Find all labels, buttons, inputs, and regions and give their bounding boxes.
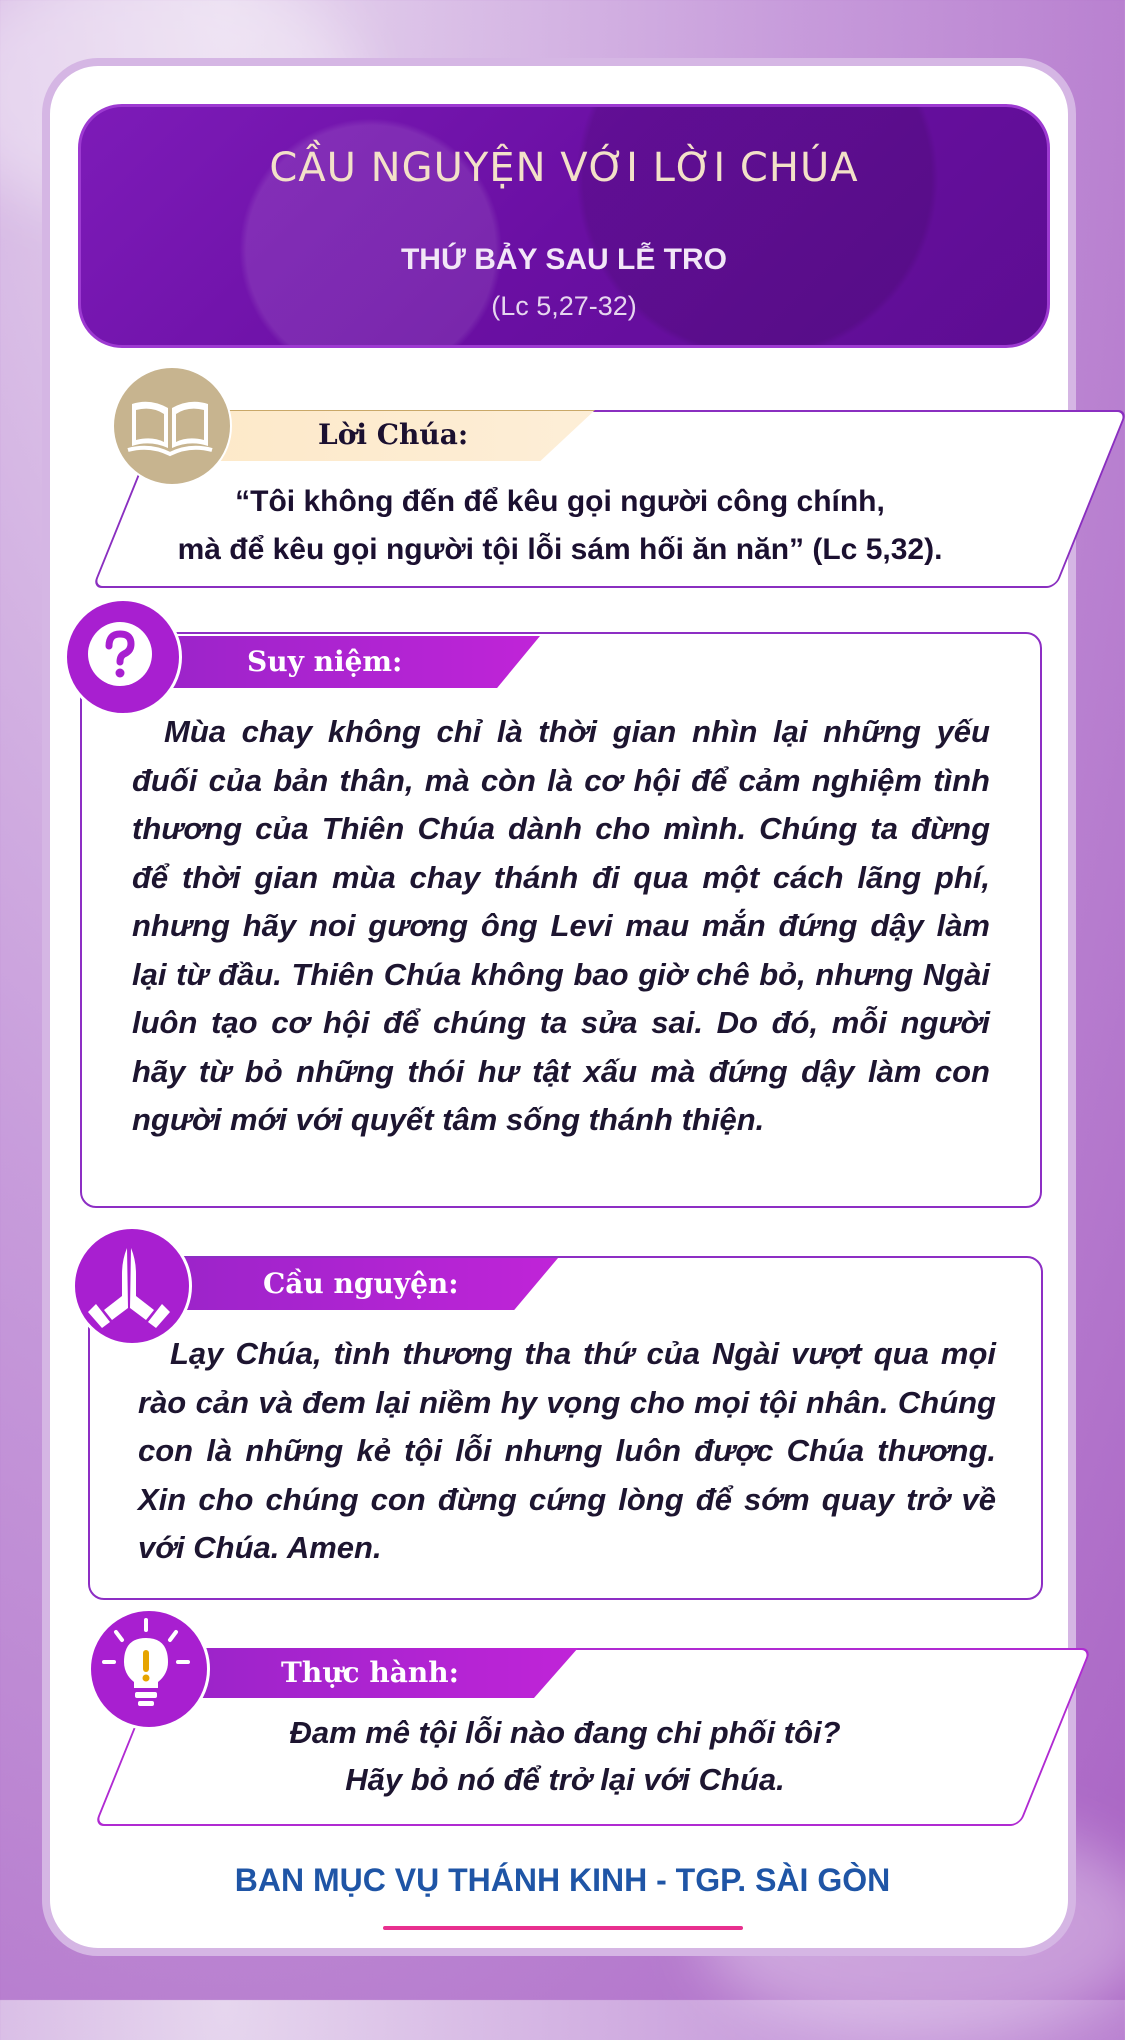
page-title: CẦU NGUYỆN VỚI LỜI CHÚA: [269, 145, 859, 191]
question-mark-icon: [64, 598, 176, 710]
lightbulb-icon: [88, 1608, 204, 1724]
reflection-label: Suy niệm:: [247, 645, 403, 678]
footer-credit: BAN MỤC VỤ THÁNH KINH - TGP. SÀI GÒN: [234, 1862, 891, 1898]
word-quote-line-2: mà để kêu gọi người tội lỗi sám hối ăn năn” (Lc 5,32).: [177, 533, 943, 566]
reflection-icon-circle: [64, 598, 182, 716]
prayer-text: Lạy Chúa, tình thương tha thứ của Ngài vượt qua mọi rào cản và đem lại niềm hy vọng cho mọi tội nhân. Chúng con là những kẻ tội lỗi nhưng luôn được Chúa thương. Xin cho chúng con đừng cứng lòng để sớm quay trở về với Chúa. Amen.: [138, 1336, 996, 1565]
reflection-text: Mùa chay không chỉ là thời gian nhìn lại những yếu đuối của bản thân, mà còn là cơ hội để cảm nghiệm tình thương của Thiên Chúa dành cho mình. Chúng ta đừng để thời gian mùa chay thánh đi qua một cách lãng phí, nhưng hãy noi gương ông Levi mau mắn đứng dậy làm lại từ đầu. Thiên Chúa không bao giờ chê bỏ, nhưng Ngài luôn tạo cơ hội để chúng ta sửa sai. Do đó, mỗi người hãy từ bỏ những thói hư tật xấu mà đứng dậy làm con người mới với quyết tâm sống thánh thiện.: [132, 714, 990, 1137]
prayer-icon-circle: [72, 1226, 192, 1346]
practice-line-1: Đam mê tội lỗi nào đang chi phối tôi?: [289, 1715, 841, 1750]
prayer-label: Cầu nguyện:: [263, 1267, 459, 1300]
word-label: Lời Chúa:: [318, 418, 469, 451]
praying-hands-icon: [72, 1226, 186, 1340]
practice-line-2: Hãy bỏ nó để trở lại với Chúa.: [345, 1762, 785, 1797]
practice-icon-circle: [88, 1608, 210, 1730]
open-book-icon: [112, 366, 228, 482]
scripture-reference: (Lc 5,27-32): [491, 291, 637, 321]
header-banner: [78, 104, 1050, 348]
word-quote-line-1: “Tôi không đến để kêu gọi người công chính,: [235, 485, 885, 518]
practice-label: Thực hành:: [281, 1656, 459, 1689]
page-subtitle: THỨ BẢY SAU LỄ TRO: [400, 243, 727, 276]
word-icon-circle: [112, 366, 232, 486]
footer-underline: [383, 1926, 743, 1930]
